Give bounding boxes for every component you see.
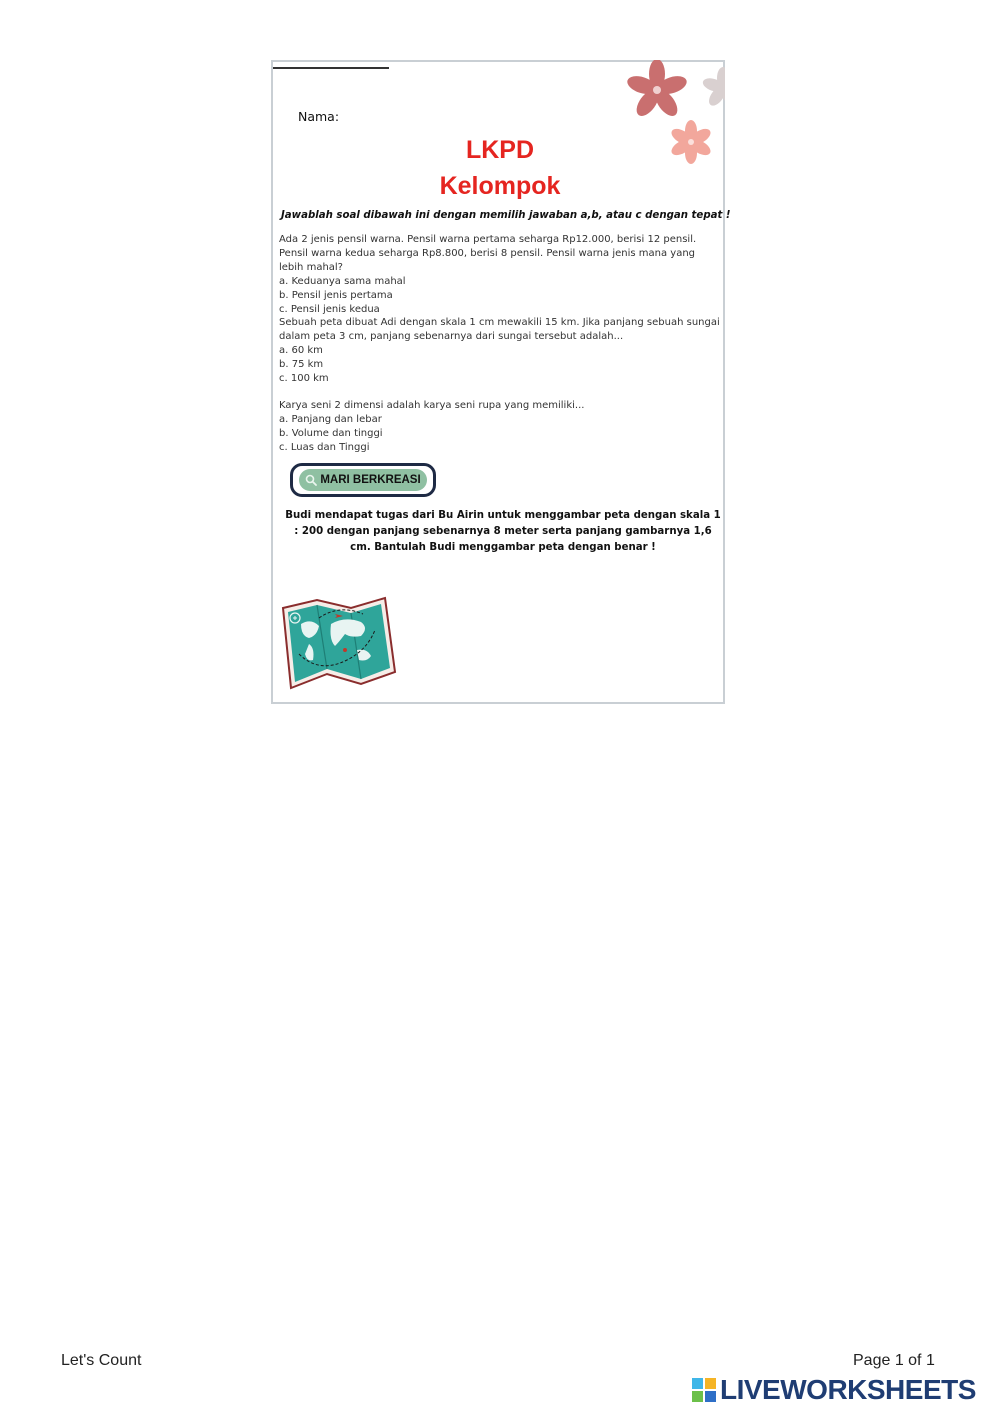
mari-berkreasi-button[interactable]	[290, 463, 436, 497]
top-divider	[273, 67, 389, 69]
instruction-text: Jawablah soal dibawah ini dengan memilih jawaban a,b, atau c dengan tepat !	[281, 210, 731, 221]
question-text: Karya seni 2 dimensi adalah karya seni rupa yang memiliki...	[279, 400, 585, 411]
button-label: MARI BERKREASI	[320, 474, 421, 486]
search-icon	[305, 474, 317, 486]
answer-option[interactable]: a. Keduanya sama mahal	[279, 276, 406, 287]
brand-logo[interactable]	[692, 1374, 976, 1406]
question-text: Ada 2 jenis pensil warna. Pensil warna pertama seharga Rp12.000, berisi 12 pensil. Pensil warna kedua seharga Rp8.800, berisi 8 pensil. Pensil warna jenis mana yang lebih mahal?	[279, 234, 697, 273]
worksheet-page	[271, 60, 731, 704]
page-subtitle: Kelompok	[439, 172, 561, 200]
name-label: Nama:	[298, 109, 340, 124]
question-block	[279, 399, 721, 455]
answer-option[interactable]: a. 60 km	[279, 345, 323, 356]
page-number: Page 1 of 1	[853, 1352, 935, 1369]
button-pill	[299, 469, 427, 491]
question-block	[279, 316, 721, 386]
answer-option[interactable]: b. 75 km	[279, 359, 324, 370]
answer-option[interactable]: b. Volume dan tinggi	[279, 428, 383, 439]
footer-worksheet-title: Let's Count	[61, 1352, 142, 1369]
world-map-icon	[279, 594, 399, 692]
question-block	[279, 233, 721, 317]
answer-option[interactable]: b. Pensil jenis pertama	[279, 290, 393, 301]
task-text: Budi mendapat tugas dari Bu Airin untuk menggambar peta dengan skala 1 : 200 dengan panjang sebenarnya 8 meter serta panjang gambarnya 1,6 cm. Bantulah Budi menggambar peta dengan benar !	[285, 510, 721, 553]
page-title: LKPD	[465, 136, 535, 164]
answer-option[interactable]: c. Luas dan Tinggi	[279, 442, 370, 453]
liveworksheets-logo-icon	[692, 1378, 716, 1402]
answer-option[interactable]: c. Pensil jenis kedua	[279, 304, 380, 315]
answer-option[interactable]: a. Panjang dan lebar	[279, 414, 382, 425]
brand-name: LIVEWORKSHEETS	[720, 1374, 976, 1405]
question-text: Sebuah peta dibuat Adi dengan skala 1 cm mewakili 15 km. Jika panjang sebuah sungai dalam peta 3 cm, panjang sebenarnya dari sungai tersebut adalah...	[279, 317, 720, 342]
answer-option[interactable]: c. 100 km	[279, 373, 329, 384]
